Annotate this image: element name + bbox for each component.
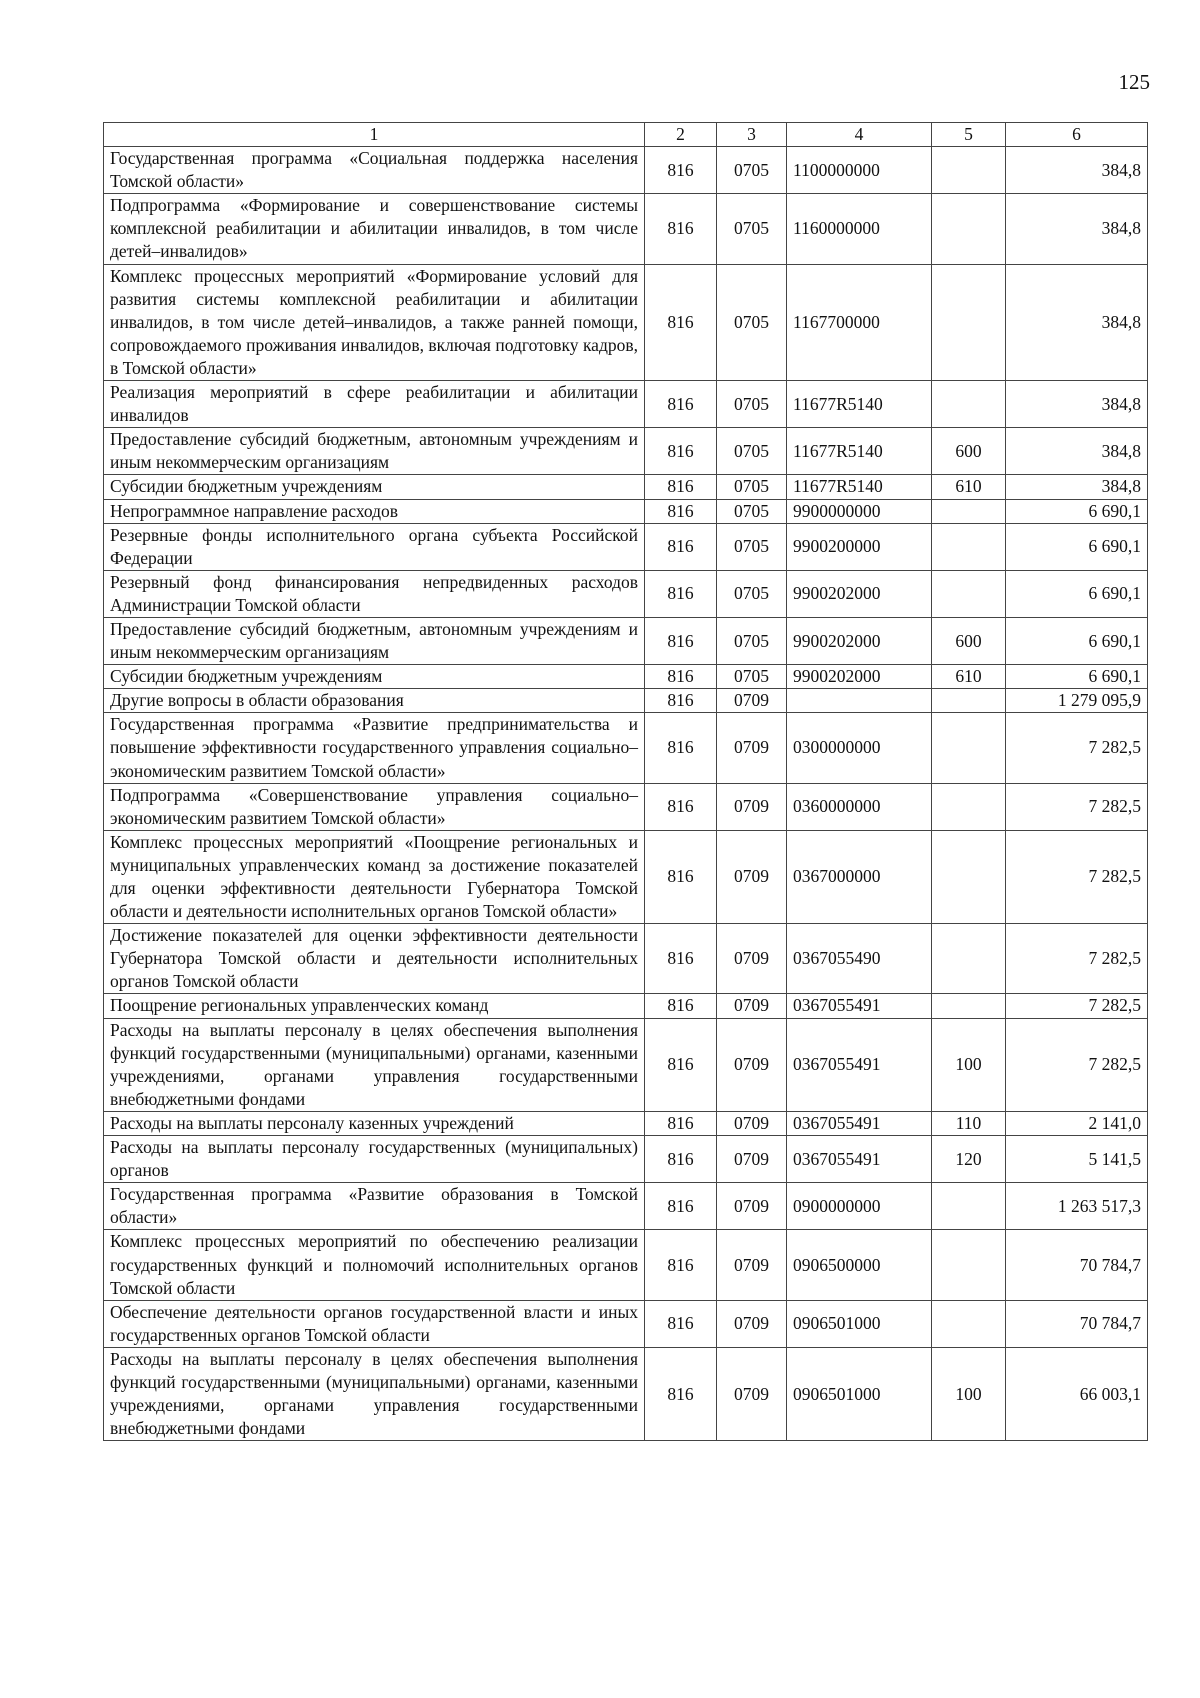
section-code-cell: 0709 bbox=[717, 994, 787, 1018]
table-row bbox=[104, 381, 1148, 428]
item-name-cell: Другие вопросы в области образования bbox=[104, 689, 645, 713]
amount-cell: 7 282,5 bbox=[1006, 830, 1148, 923]
page-number: 125 bbox=[1118, 70, 1150, 94]
table-row bbox=[104, 1111, 1148, 1135]
expense-type-cell bbox=[932, 830, 1006, 923]
target-code-cell: 9900200000 bbox=[787, 523, 932, 570]
grbs-code-cell: 816 bbox=[645, 523, 717, 570]
table-row bbox=[104, 499, 1148, 523]
section-code-cell: 0705 bbox=[717, 147, 787, 194]
expense-type-cell bbox=[932, 1300, 1006, 1347]
expense-type-cell bbox=[932, 381, 1006, 428]
target-code-cell: 9900000000 bbox=[787, 499, 932, 523]
item-name-cell: Подпрограмма «Формирование и совершенствование системы комплексной реабилитации и абилитации инвалидов, в том числе детей–инвалидов» bbox=[104, 194, 645, 264]
item-name-cell: Непрограммное направление расходов bbox=[104, 499, 645, 523]
expense-type-cell bbox=[932, 499, 1006, 523]
section-code-cell: 0709 bbox=[717, 783, 787, 830]
item-name-cell: Расходы на выплаты персоналу в целях обеспечения выполнения функций государственными (муниципальными) органами, казенными учреждениями, органами управления государственными внебюджетными фондами bbox=[104, 1347, 645, 1440]
expense-type-cell bbox=[932, 924, 1006, 994]
grbs-code-cell: 816 bbox=[645, 1111, 717, 1135]
expense-type-cell bbox=[932, 994, 1006, 1018]
section-code-cell: 0705 bbox=[717, 381, 787, 428]
target-code-cell: 11677R5140 bbox=[787, 428, 932, 475]
amount-cell: 1 263 517,3 bbox=[1006, 1183, 1148, 1230]
section-code-cell: 0709 bbox=[717, 1018, 787, 1111]
table-row bbox=[104, 1300, 1148, 1347]
target-code-cell: 11677R5140 bbox=[787, 475, 932, 499]
section-code-cell: 0709 bbox=[717, 1111, 787, 1135]
target-code-cell: 9900202000 bbox=[787, 665, 932, 689]
amount-cell: 7 282,5 bbox=[1006, 1018, 1148, 1111]
target-code-cell: 0367055491 bbox=[787, 994, 932, 1018]
grbs-code-cell: 816 bbox=[645, 147, 717, 194]
amount-cell: 384,8 bbox=[1006, 194, 1148, 264]
section-code-cell: 0705 bbox=[717, 475, 787, 499]
target-code-cell: 1167700000 bbox=[787, 264, 932, 380]
expense-type-cell bbox=[932, 713, 1006, 783]
amount-cell: 70 784,7 bbox=[1006, 1230, 1148, 1300]
expense-type-cell: 610 bbox=[932, 665, 1006, 689]
amount-cell: 384,8 bbox=[1006, 381, 1148, 428]
grbs-code-cell: 816 bbox=[645, 428, 717, 475]
table-row bbox=[104, 428, 1148, 475]
target-code-cell: 0367055491 bbox=[787, 1136, 932, 1183]
target-code-cell: 9900202000 bbox=[787, 617, 932, 664]
expense-type-cell bbox=[932, 1230, 1006, 1300]
section-code-cell: 0705 bbox=[717, 428, 787, 475]
item-name-cell: Комплекс процессных мероприятий по обеспечению реализации государственных функций и полномочий исполнительных органов Томской области bbox=[104, 1230, 645, 1300]
expense-type-cell: 600 bbox=[932, 617, 1006, 664]
table-row bbox=[104, 1347, 1148, 1440]
table-row bbox=[104, 147, 1148, 194]
grbs-code-cell: 816 bbox=[645, 783, 717, 830]
target-code-cell: 9900202000 bbox=[787, 570, 932, 617]
grbs-code-cell: 816 bbox=[645, 830, 717, 923]
item-name-cell: Реализация мероприятий в сфере реабилитации и абилитации инвалидов bbox=[104, 381, 645, 428]
item-name-cell: Государственная программа «Социальная поддержка населения Томской области» bbox=[104, 147, 645, 194]
table-row bbox=[104, 1230, 1148, 1300]
amount-cell: 384,8 bbox=[1006, 428, 1148, 475]
amount-cell: 6 690,1 bbox=[1006, 499, 1148, 523]
grbs-code-cell: 816 bbox=[645, 994, 717, 1018]
grbs-code-cell: 816 bbox=[645, 264, 717, 380]
expense-type-cell bbox=[932, 264, 1006, 380]
amount-cell: 6 690,1 bbox=[1006, 523, 1148, 570]
section-code-cell: 0705 bbox=[717, 264, 787, 380]
section-code-cell: 0709 bbox=[717, 1300, 787, 1347]
item-name-cell: Субсидии бюджетным учреждениям bbox=[104, 475, 645, 499]
expense-type-cell bbox=[932, 147, 1006, 194]
expense-type-cell bbox=[932, 689, 1006, 713]
target-code-cell: 1160000000 bbox=[787, 194, 932, 264]
grbs-code-cell: 816 bbox=[645, 1300, 717, 1347]
section-code-cell: 0705 bbox=[717, 617, 787, 664]
budget-table bbox=[103, 122, 1148, 1441]
section-code-cell: 0705 bbox=[717, 499, 787, 523]
target-code-cell: 0906500000 bbox=[787, 1230, 932, 1300]
section-code-cell: 0709 bbox=[717, 1347, 787, 1440]
grbs-code-cell: 816 bbox=[645, 665, 717, 689]
amount-cell: 66 003,1 bbox=[1006, 1347, 1148, 1440]
target-code-cell: 0367055490 bbox=[787, 924, 932, 994]
expense-type-cell: 100 bbox=[932, 1018, 1006, 1111]
table-row bbox=[104, 570, 1148, 617]
table-row bbox=[104, 689, 1148, 713]
column-header: 3 bbox=[717, 123, 787, 147]
grbs-code-cell: 816 bbox=[645, 1018, 717, 1111]
table-row bbox=[104, 924, 1148, 994]
item-name-cell: Государственная программа «Развитие образования в Томской области» bbox=[104, 1183, 645, 1230]
item-name-cell: Расходы на выплаты персоналу государственных (муниципальных) органов bbox=[104, 1136, 645, 1183]
amount-cell: 7 282,5 bbox=[1006, 924, 1148, 994]
amount-cell: 6 690,1 bbox=[1006, 665, 1148, 689]
expense-type-cell: 110 bbox=[932, 1111, 1006, 1135]
section-code-cell: 0705 bbox=[717, 665, 787, 689]
target-code-cell: 0360000000 bbox=[787, 783, 932, 830]
table-row bbox=[104, 994, 1148, 1018]
item-name-cell: Достижение показателей для оценки эффективности деятельности Губернатора Томской области и деятельности исполнительных органов Томской области bbox=[104, 924, 645, 994]
target-code-cell: 0367055491 bbox=[787, 1018, 932, 1111]
table-row bbox=[104, 523, 1148, 570]
amount-cell: 1 279 095,9 bbox=[1006, 689, 1148, 713]
amount-cell: 384,8 bbox=[1006, 475, 1148, 499]
item-name-cell: Государственная программа «Развитие предпринимательства и повышение эффективности государственного управления социально–экономическим развитием Томской области» bbox=[104, 713, 645, 783]
item-name-cell: Расходы на выплаты персоналу казенных учреждений bbox=[104, 1111, 645, 1135]
amount-cell: 6 690,1 bbox=[1006, 570, 1148, 617]
amount-cell: 70 784,7 bbox=[1006, 1300, 1148, 1347]
grbs-code-cell: 816 bbox=[645, 381, 717, 428]
item-name-cell: Комплекс процессных мероприятий «Формирование условий для развития системы комплексной реабилитации и абилитации инвалидов, в том числе детей–инвалидов, а также ранней помощи, сопровождаемого проживания инвалидов, включая подготовку кадров, в Томской области» bbox=[104, 264, 645, 380]
table-row bbox=[104, 1183, 1148, 1230]
item-name-cell: Предоставление субсидий бюджетным, автономным учреждениям и иным некоммерческим организациям bbox=[104, 428, 645, 475]
section-code-cell: 0705 bbox=[717, 194, 787, 264]
table-row bbox=[104, 783, 1148, 830]
amount-cell: 2 141,0 bbox=[1006, 1111, 1148, 1135]
section-code-cell: 0709 bbox=[717, 713, 787, 783]
grbs-code-cell: 816 bbox=[645, 499, 717, 523]
section-code-cell: 0709 bbox=[717, 1230, 787, 1300]
grbs-code-cell: 816 bbox=[645, 713, 717, 783]
grbs-code-cell: 816 bbox=[645, 475, 717, 499]
amount-cell: 384,8 bbox=[1006, 264, 1148, 380]
section-code-cell: 0709 bbox=[717, 1136, 787, 1183]
item-name-cell: Поощрение региональных управленческих команд bbox=[104, 994, 645, 1018]
column-header: 4 bbox=[787, 123, 932, 147]
item-name-cell: Резервные фонды исполнительного органа субъекта Российской Федерации bbox=[104, 523, 645, 570]
grbs-code-cell: 816 bbox=[645, 1347, 717, 1440]
column-header: 1 bbox=[104, 123, 645, 147]
target-code-cell: 1100000000 bbox=[787, 147, 932, 194]
section-code-cell: 0709 bbox=[717, 689, 787, 713]
target-code-cell: 0900000000 bbox=[787, 1183, 932, 1230]
item-name-cell: Подпрограмма «Совершенствование управления социально–экономическим развитием Томской области» bbox=[104, 783, 645, 830]
target-code-cell: 0300000000 bbox=[787, 713, 932, 783]
amount-cell: 7 282,5 bbox=[1006, 713, 1148, 783]
item-name-cell: Расходы на выплаты персоналу в целях обеспечения выполнения функций государственными (муниципальными) органами, казенными учреждениями, органами управления государственными внебюджетными фондами bbox=[104, 1018, 645, 1111]
table-row bbox=[104, 1136, 1148, 1183]
table-row bbox=[104, 713, 1148, 783]
expense-type-cell: 120 bbox=[932, 1136, 1006, 1183]
item-name-cell: Резервный фонд финансирования непредвиденных расходов Администрации Томской области bbox=[104, 570, 645, 617]
table-body bbox=[104, 147, 1148, 1441]
grbs-code-cell: 816 bbox=[645, 689, 717, 713]
section-code-cell: 0709 bbox=[717, 924, 787, 994]
item-name-cell: Субсидии бюджетным учреждениям bbox=[104, 665, 645, 689]
expense-type-cell: 610 bbox=[932, 475, 1006, 499]
expense-type-cell bbox=[932, 523, 1006, 570]
expense-type-cell bbox=[932, 194, 1006, 264]
expense-type-cell bbox=[932, 570, 1006, 617]
column-header: 6 bbox=[1006, 123, 1148, 147]
expense-type-cell: 100 bbox=[932, 1347, 1006, 1440]
target-code-cell: 0906501000 bbox=[787, 1300, 932, 1347]
grbs-code-cell: 816 bbox=[645, 1230, 717, 1300]
column-header: 2 bbox=[645, 123, 717, 147]
table-row bbox=[104, 830, 1148, 923]
table-row bbox=[104, 264, 1148, 380]
amount-cell: 384,8 bbox=[1006, 147, 1148, 194]
target-code-cell bbox=[787, 689, 932, 713]
target-code-cell: 0367055491 bbox=[787, 1111, 932, 1135]
amount-cell: 7 282,5 bbox=[1006, 783, 1148, 830]
table-row bbox=[104, 1018, 1148, 1111]
section-code-cell: 0705 bbox=[717, 570, 787, 617]
table-header-row bbox=[104, 123, 1148, 147]
expense-type-cell bbox=[932, 1183, 1006, 1230]
item-name-cell: Предоставление субсидий бюджетным, автономным учреждениям и иным некоммерческим организациям bbox=[104, 617, 645, 664]
item-name-cell: Комплекс процессных мероприятий «Поощрение региональных и муниципальных управленческих команд за достижение показателей для оценки эффективности деятельности Губернатора Томской области и деятельности исполнительных органов Томской области» bbox=[104, 830, 645, 923]
grbs-code-cell: 816 bbox=[645, 570, 717, 617]
grbs-code-cell: 816 bbox=[645, 1183, 717, 1230]
table-row bbox=[104, 194, 1148, 264]
target-code-cell: 0367000000 bbox=[787, 830, 932, 923]
grbs-code-cell: 816 bbox=[645, 924, 717, 994]
amount-cell: 7 282,5 bbox=[1006, 994, 1148, 1018]
amount-cell: 5 141,5 bbox=[1006, 1136, 1148, 1183]
amount-cell: 6 690,1 bbox=[1006, 617, 1148, 664]
item-name-cell: Обеспечение деятельности органов государственной власти и иных государственных органов Томской области bbox=[104, 1300, 645, 1347]
target-code-cell: 11677R5140 bbox=[787, 381, 932, 428]
table-row bbox=[104, 665, 1148, 689]
section-code-cell: 0709 bbox=[717, 830, 787, 923]
expense-type-cell: 600 bbox=[932, 428, 1006, 475]
grbs-code-cell: 816 bbox=[645, 1136, 717, 1183]
expense-type-cell bbox=[932, 783, 1006, 830]
target-code-cell: 0906501000 bbox=[787, 1347, 932, 1440]
section-code-cell: 0705 bbox=[717, 523, 787, 570]
grbs-code-cell: 816 bbox=[645, 617, 717, 664]
section-code-cell: 0709 bbox=[717, 1183, 787, 1230]
column-header: 5 bbox=[932, 123, 1006, 147]
table-row bbox=[104, 617, 1148, 664]
table-row bbox=[104, 475, 1148, 499]
grbs-code-cell: 816 bbox=[645, 194, 717, 264]
